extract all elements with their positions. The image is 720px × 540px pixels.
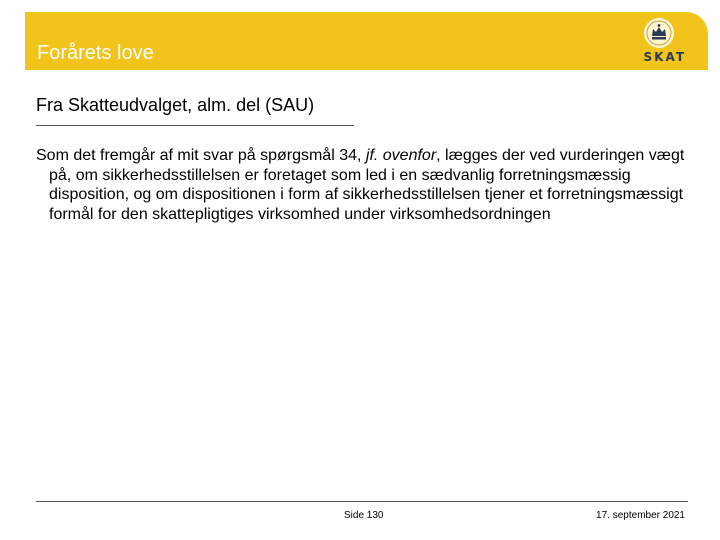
slide-subtitle: Fra Skatteudvalget, alm. del (SAU): [36, 95, 315, 115]
body-text-end: , lægges der ved vurderingen vægt på, om sikkerhedsstillelsen er foretaget som led i en sædvanlig forretningsmæssig disposition, og om dispositionen i form af sikkerhedsstillelsen tjener et forretningsmæssigt formål for den skattepligtiges virksomhed under virksomhedsordningen: [49, 147, 685, 223]
subtitle-divider: [36, 125, 354, 126]
footer-date: 17. september 2021: [596, 510, 685, 521]
page-number: Side 130: [344, 510, 384, 521]
body-paragraph: [36, 146, 696, 224]
body-text-start: Som det fremgår af mit svar på spørgsmål 34,: [36, 147, 366, 164]
skat-logo: [610, 18, 686, 64]
body-text-reference: jf. ovenfor: [365, 147, 437, 164]
crown-icon: [644, 18, 674, 48]
slide-body: [36, 146, 696, 224]
header-bar: [25, 12, 708, 70]
logo-wordmark: SKAT: [643, 50, 686, 64]
slide-section-title: Forårets love: [37, 42, 154, 64]
footer-divider: [36, 501, 688, 502]
